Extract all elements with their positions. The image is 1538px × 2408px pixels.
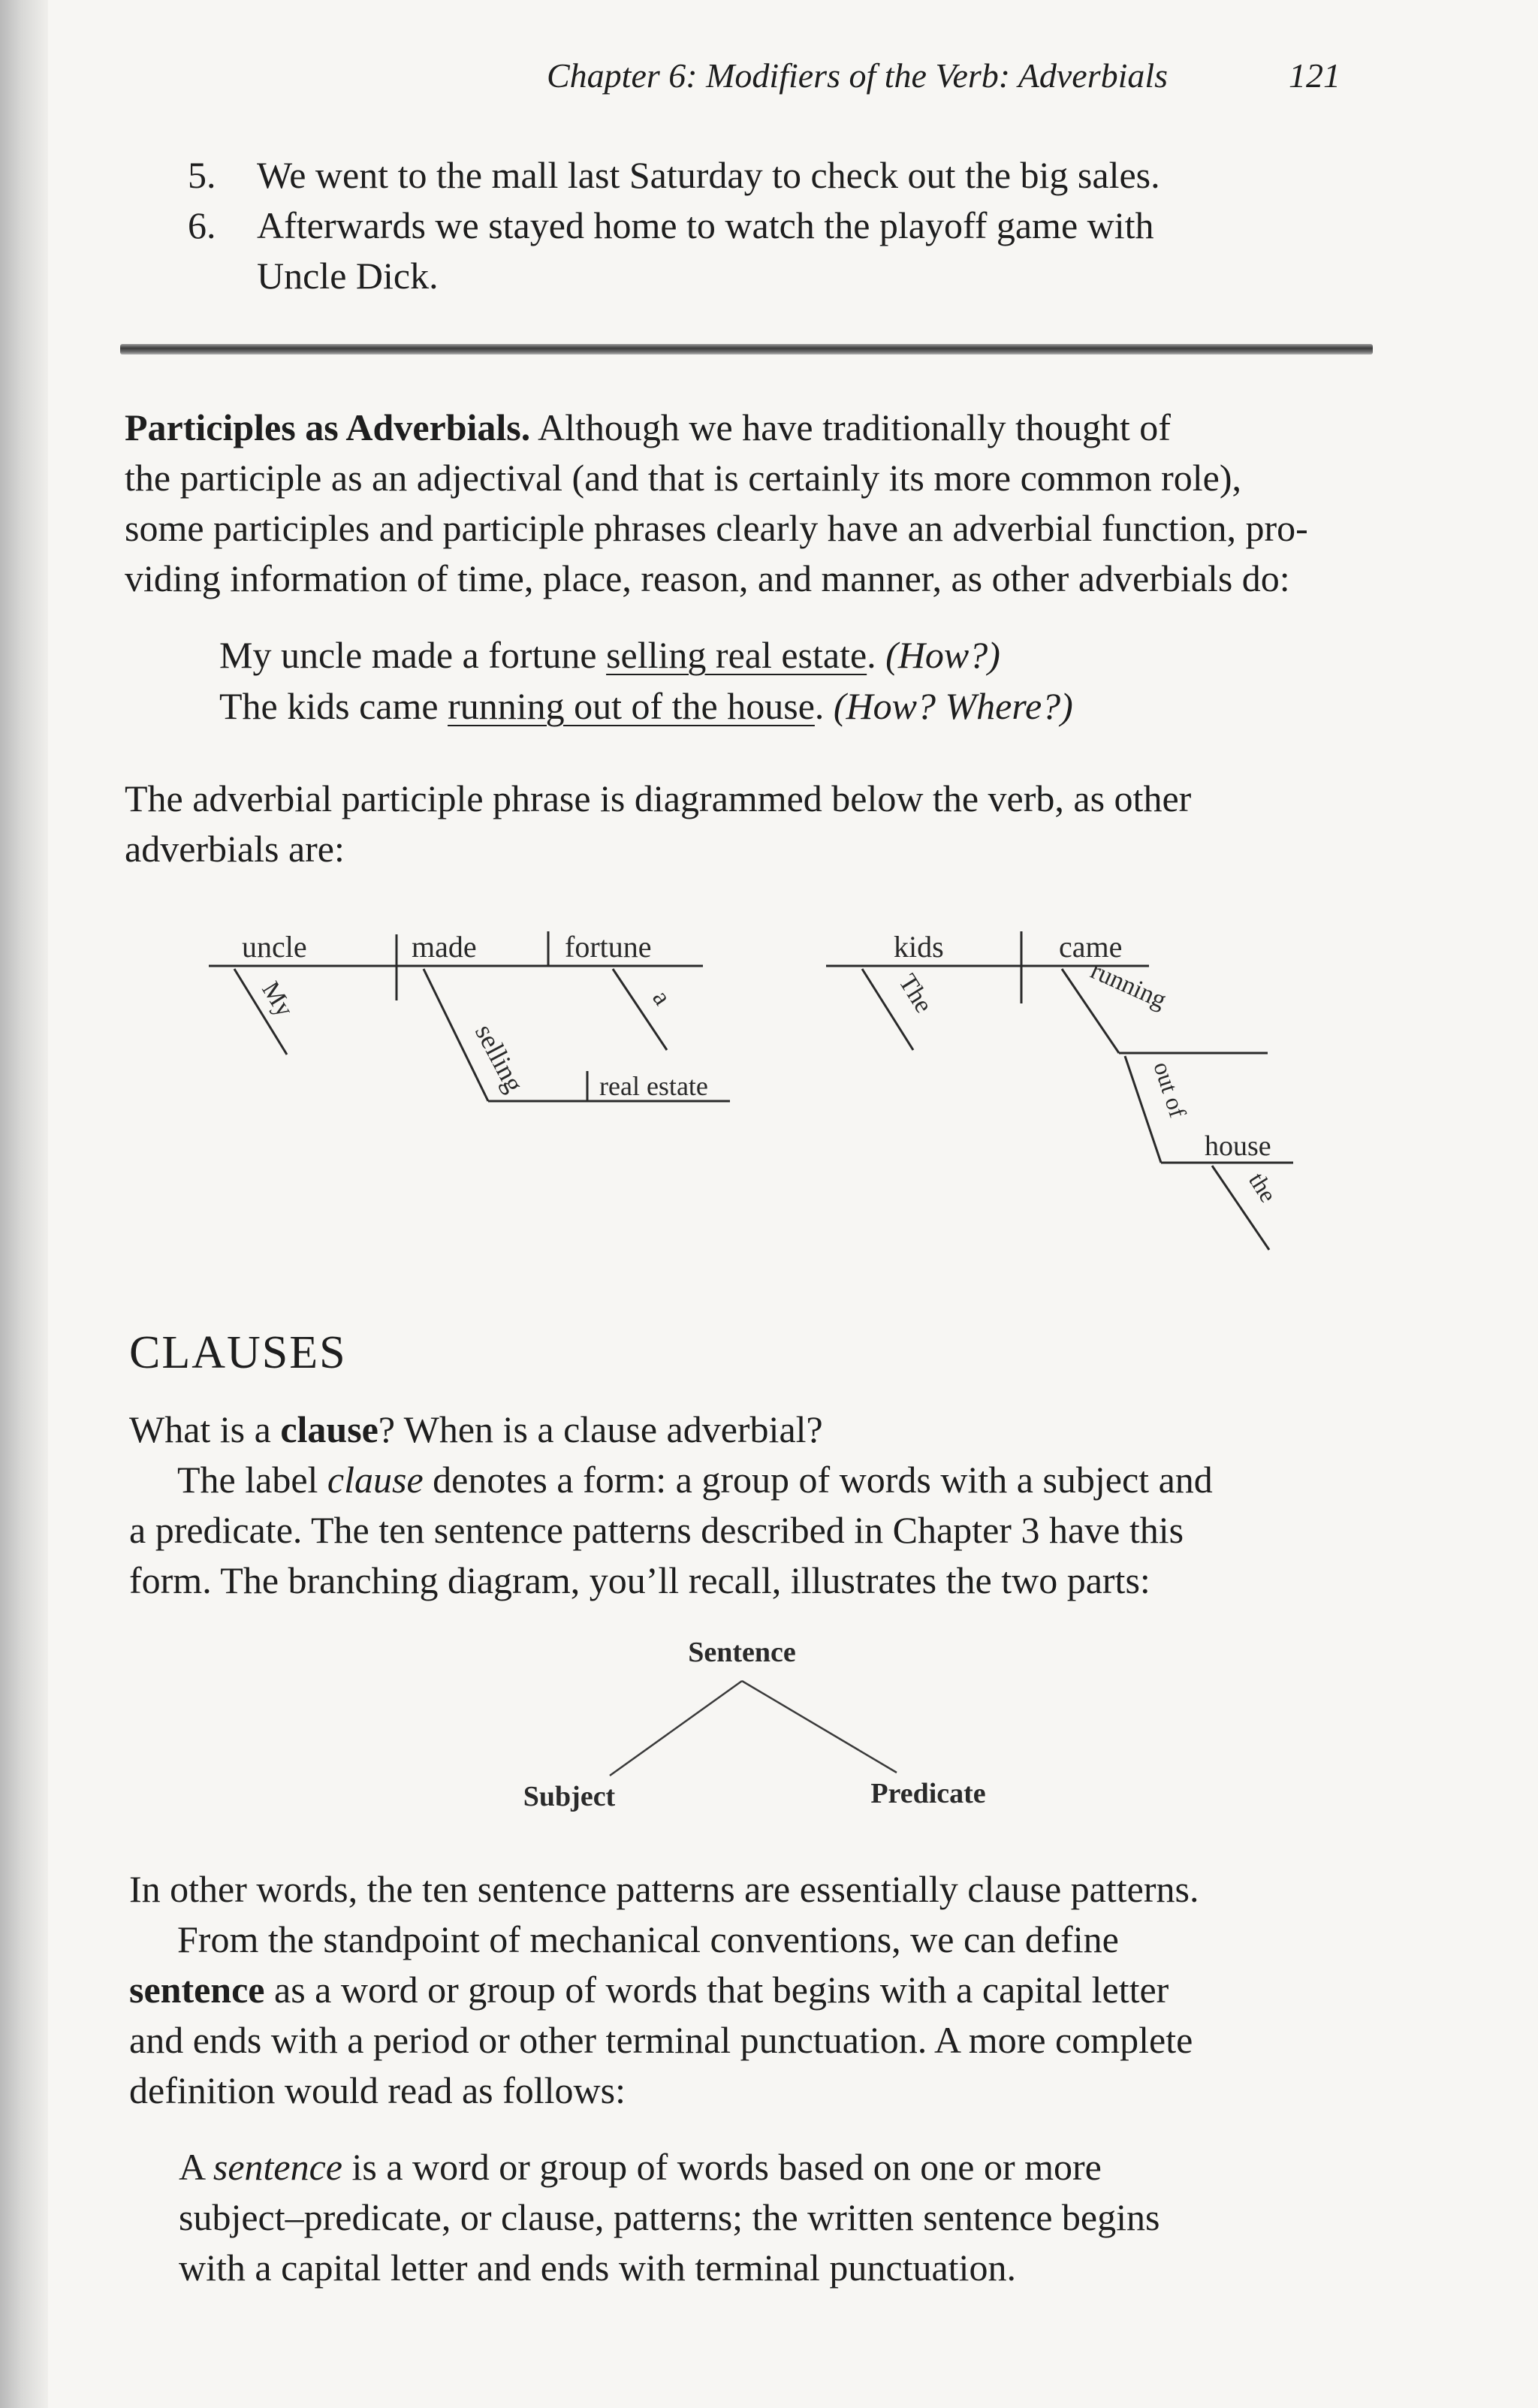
branch-root: Sentence: [688, 1637, 796, 1668]
term-clause-italic: clause: [327, 1459, 424, 1501]
branch-left: [610, 1681, 742, 1776]
term-clause: clause: [280, 1408, 378, 1450]
d2-preposition: out of: [1148, 1058, 1192, 1121]
paragraph-line: subject–predicate, or clause, patterns; the written sentence begins: [179, 2196, 1160, 2238]
paragraph-line: some participles and participle phrases clearly have an adverbial function, pro-: [125, 507, 1308, 549]
d1-subject-modifier: My: [256, 976, 299, 1022]
section-heading-clauses: CLAUSES: [129, 1327, 347, 1378]
example-question: (How? Where?): [833, 685, 1073, 727]
paragraph-line: definition would read as follows:: [129, 2069, 626, 2111]
example-question: (How?): [885, 634, 1000, 676]
list-text: Uncle Dick.: [257, 255, 439, 297]
paragraph-line: form. The branching diagram, you’ll recall, illustrates the two parts:: [129, 1559, 1150, 1601]
list-number: 5.: [188, 154, 216, 196]
d1-verb: made: [412, 930, 477, 964]
paragraph-line: In other words, the ten sentence patterns are essentially clause patterns.: [129, 1868, 1199, 1910]
branch-subject: Subject: [523, 1781, 616, 1812]
d1-object-modifier: a: [647, 985, 677, 1010]
underlined-phrase: running out of the house: [448, 685, 815, 727]
d1-participle: selling: [469, 1018, 530, 1097]
closing-paragraph: In other words, the ten sentence patterns are essentially clause patterns. From the standpoint of mechanical conventions, we can define sentence as a word or group of words that begins with a capital letter and ends with a period or other terminal punctuation. A more complete definition would read as follows:: [129, 1864, 1199, 2116]
list-text: We went to the mall last Saturday to check out the big sales.: [257, 154, 1160, 196]
example-sentence: The kids came running out of the house. (How? Where?): [219, 685, 1073, 727]
d2-verb: came: [1059, 930, 1123, 964]
d2-participle: running: [1086, 956, 1171, 1015]
paragraph-line: the participle as an adjectival (and that is certainly its more common role),: [125, 457, 1241, 499]
paragraph-line: with a capital letter and ends with terminal punctuation.: [179, 2247, 1016, 2289]
participles-heading: Participles as Adverbials.: [125, 406, 531, 448]
paragraph-line: and ends with a period or other terminal punctuation. A more complete: [129, 2019, 1193, 2061]
clauses-paragraph: What is a clause? When is a clause adverbial? The label clause denotes a form: a group of words with a subject and a predicate. The ten sentence patterns described in Chapter 3 have this form. The branching diagram, you’ll recall, illustrates the two parts:: [129, 1405, 1213, 1606]
paragraph-line: adverbials are:: [125, 828, 345, 870]
underlined-phrase: selling real estate: [606, 634, 867, 676]
chapter-title: Chapter 6: Modifiers of the Verb: Adverbials: [547, 56, 1169, 95]
paragraph-text: Although we have traditionally thought of: [538, 406, 1171, 448]
d1-subject: uncle: [242, 930, 307, 964]
paragraph-line: The adverbial participle phrase is diagrammed below the verb, as other: [125, 777, 1192, 819]
d1-modifier-a-slant: [613, 969, 667, 1050]
list-number: 6.: [188, 204, 216, 246]
definition-block: A sentence is a word or group of words based on one or more subject–predicate, or clause, patterns; the written sentence begins with a capital letter and ends with terminal punctuation.: [179, 2142, 1160, 2293]
page-number: 121: [1289, 56, 1340, 95]
paragraph-line: viding information of time, place, reason, and manner, as other adverbials do:: [125, 557, 1290, 599]
d1-object: fortune: [565, 930, 652, 964]
term-sentence: sentence: [129, 1969, 265, 2011]
list-text: Afterwards we stayed home to watch the playoff game with: [257, 204, 1154, 246]
d2-prep-object: house: [1205, 1130, 1271, 1162]
example-sentence: My uncle made a fortune selling real estate. (How?): [219, 634, 1000, 676]
d2-subject-modifier: The: [893, 969, 938, 1018]
term-sentence-italic: sentence: [213, 2146, 342, 2188]
branch-predicate: Predicate: [870, 1778, 986, 1809]
d2-prep-object-modifier: the: [1244, 1167, 1283, 1207]
d1-participle-object: real estate: [599, 1071, 708, 1101]
paragraph-line: a predicate. The ten sentence patterns described in Chapter 3 have this: [129, 1509, 1184, 1551]
d2-subject: kids: [894, 930, 944, 964]
branch-right: [742, 1681, 897, 1773]
